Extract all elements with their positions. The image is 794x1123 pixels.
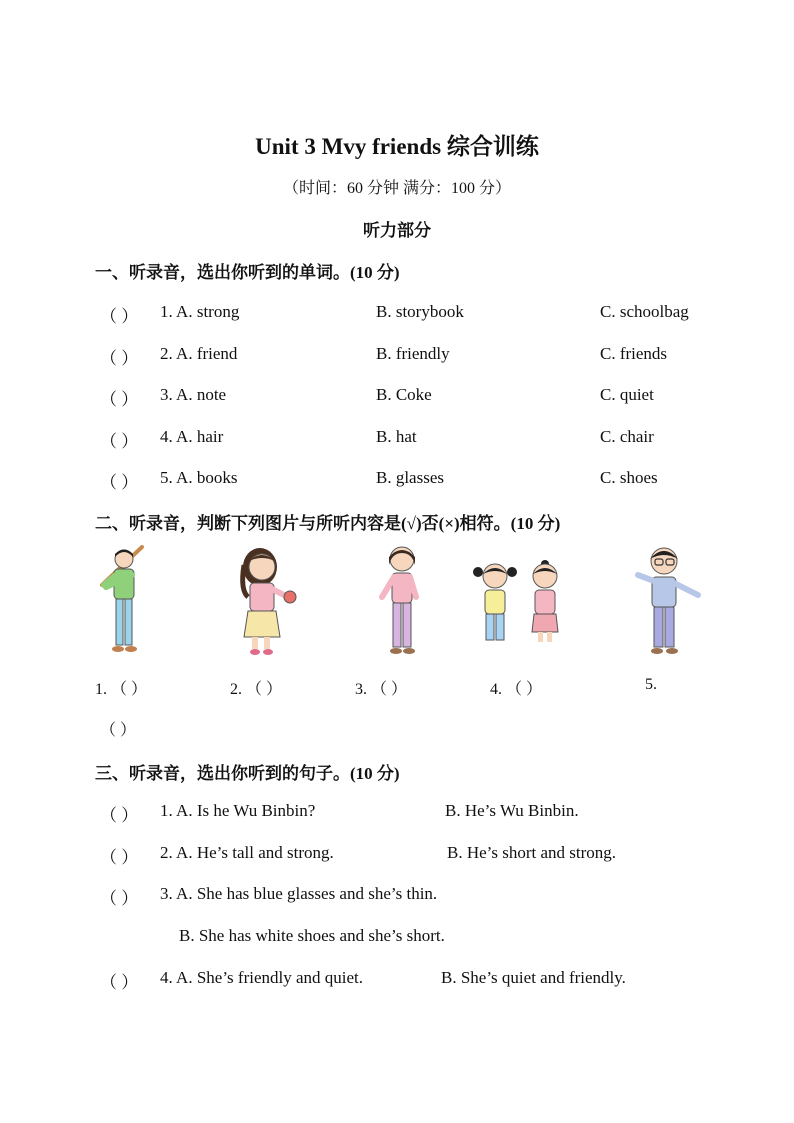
option-b: B. Coke <box>376 385 432 404</box>
question-paren[interactable]: （ ） <box>100 889 139 908</box>
question-paren[interactable]: （ ） <box>100 349 139 368</box>
answer-slot-5-paren[interactable]: （ ） <box>100 722 137 739</box>
picture-two-girls <box>470 560 570 655</box>
option-a: 1. A. strong <box>160 302 240 321</box>
answer-slot-2[interactable]: 2. （ ） <box>230 681 283 698</box>
page-title: Unit 3 Mvy friends 综合训练 <box>255 134 539 159</box>
question-paren[interactable]: （ ） <box>100 848 139 867</box>
question-paren[interactable]: （ ） <box>100 390 139 409</box>
option-c: C. schoolbag <box>600 302 689 321</box>
sentence-b: B. He’s short and strong. <box>447 843 617 862</box>
picture-girl-ball <box>232 545 302 660</box>
answer-slot-5[interactable]: 5. <box>645 676 657 693</box>
option-b: B. glasses <box>376 468 444 487</box>
answer-slot-1[interactable]: 1. （ ） <box>95 681 148 698</box>
section2-heading: 二、听录音，判断下列图片与所听内容是(√)否(×)相符。(10 分) <box>95 514 561 533</box>
exam-info: （时间：60 分钟 满分：100 分） <box>282 180 511 197</box>
sentence-b: B. He’s Wu Binbin. <box>445 801 579 820</box>
answer-slot-4[interactable]: 4. （ ） <box>490 681 543 698</box>
section1-heading: 一、听录音，选出你听到的单词。(10 分) <box>95 263 400 282</box>
option-c: C. friends <box>600 344 668 363</box>
question-paren[interactable]: （ ） <box>100 432 139 451</box>
section3-heading: 三、听录音，选出你听到的句子。(10 分) <box>95 764 400 783</box>
question-paren[interactable]: （ ） <box>100 973 139 992</box>
option-c: C. chair <box>600 427 654 446</box>
question-paren[interactable]: （ ） <box>100 806 139 825</box>
sentence-b: B. She has white shoes and she’s short. <box>179 926 445 945</box>
picture-boy-glasses <box>632 545 712 660</box>
answer-slot-3[interactable]: 3. （ ） <box>355 681 408 698</box>
sentence-a: 1. A. Is he Wu Binbin? <box>160 801 316 820</box>
sentence-a: 2. A. He’s tall and strong. <box>160 843 334 862</box>
option-b: B. friendly <box>376 344 450 363</box>
option-c: C. shoes <box>600 468 658 487</box>
option-a: 4. A. hair <box>160 427 224 446</box>
sentence-a: 4. A. She’s friendly and quiet. <box>160 968 364 987</box>
part-heading: 听力部分 <box>363 221 431 240</box>
question-paren[interactable]: （ ） <box>100 473 139 492</box>
option-a: 2. A. friend <box>160 344 238 363</box>
option-a: 3. A. note <box>160 385 227 404</box>
option-b: B. storybook <box>376 302 464 321</box>
option-a: 5. A. books <box>160 468 238 487</box>
sentence-b: B. She’s quiet and friendly. <box>441 968 626 987</box>
picture-boy-bat <box>92 545 162 660</box>
option-b: B. hat <box>376 427 417 446</box>
picture-girl-standing <box>372 545 432 660</box>
option-c: C. quiet <box>600 385 654 404</box>
sentence-a: 3. A. She has blue glasses and she’s thin. <box>160 884 438 903</box>
question-paren[interactable]: （ ） <box>100 307 139 326</box>
